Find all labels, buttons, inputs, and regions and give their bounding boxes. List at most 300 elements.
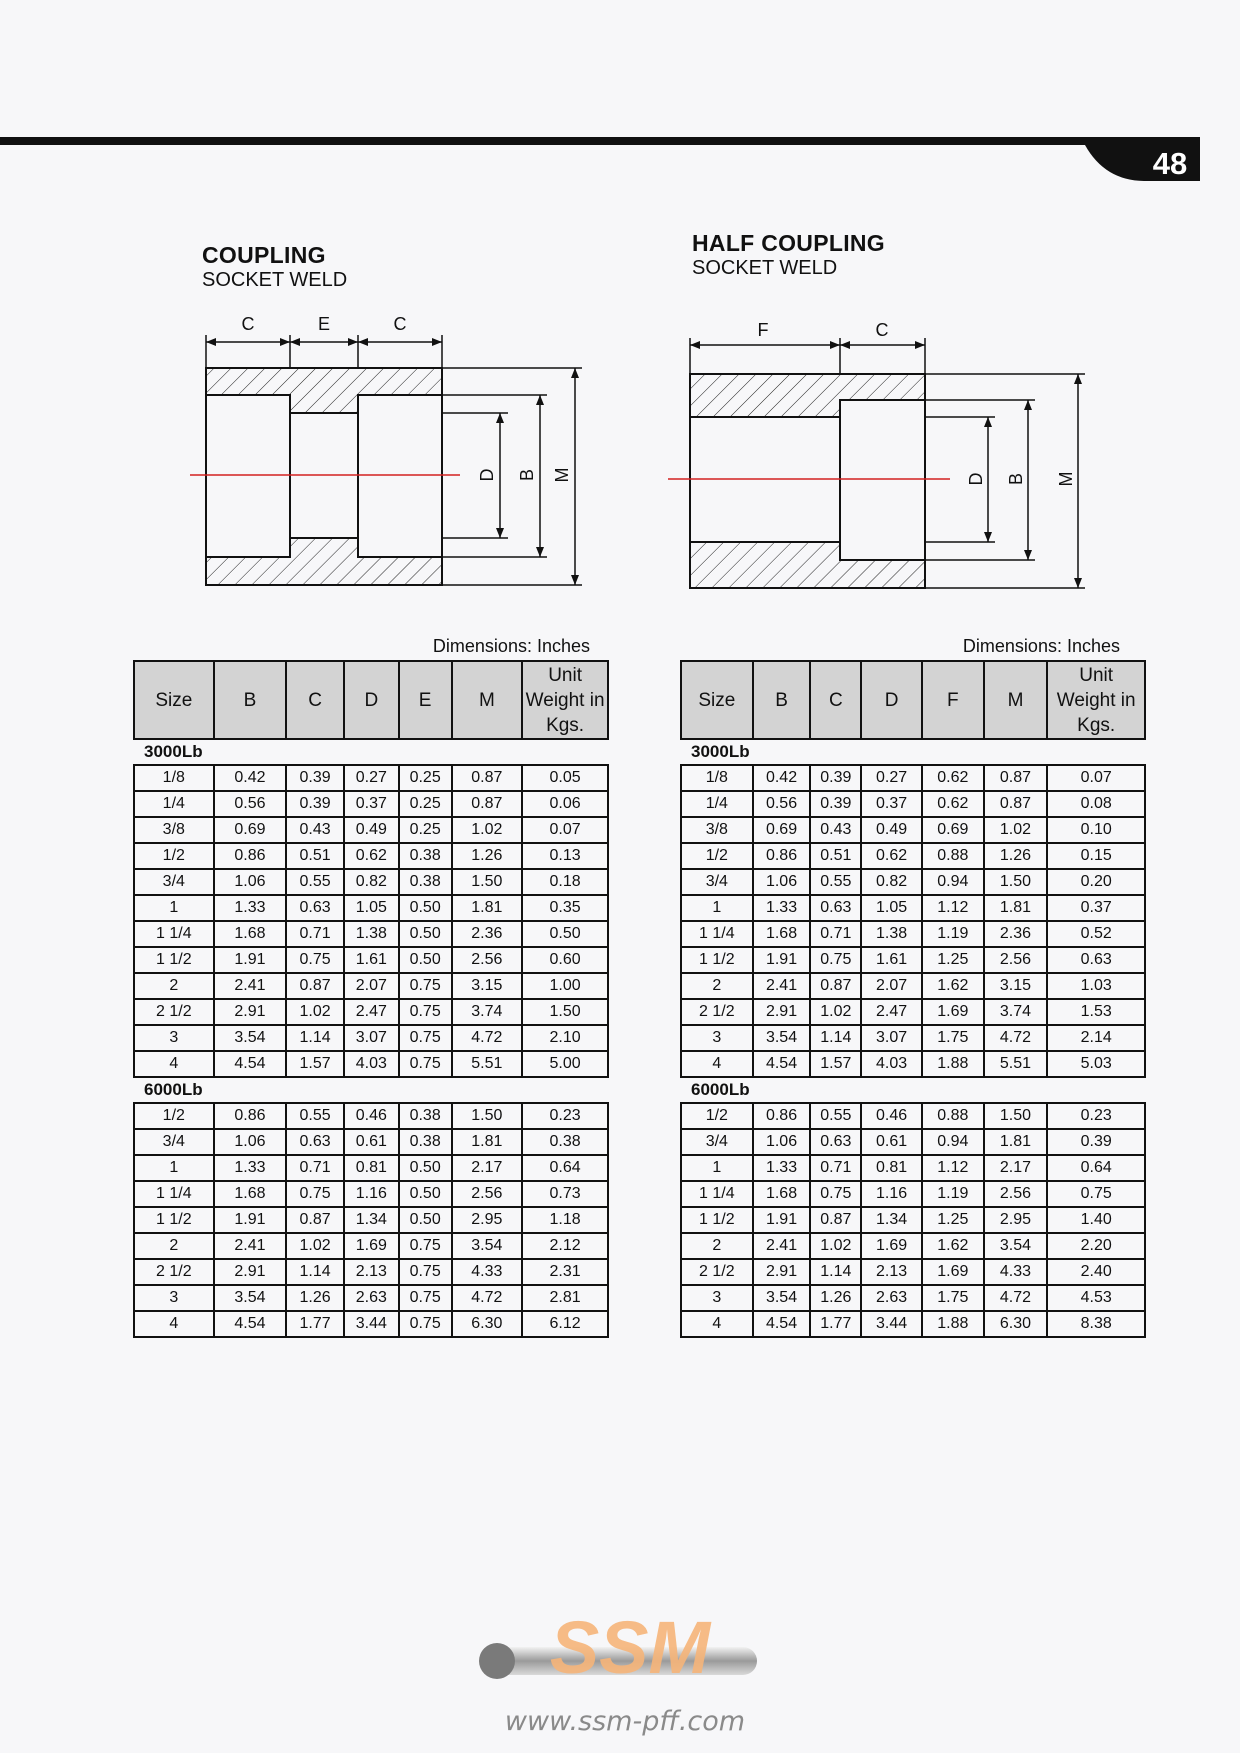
value-cell: 1.81 [452, 895, 523, 921]
table-row [134, 947, 608, 973]
table-row [134, 1181, 608, 1207]
value-cell: 0.87 [286, 973, 344, 999]
value-cell: 0.25 [399, 765, 452, 791]
dim-label-e: E [317, 314, 331, 334]
value-cell: 4.54 [214, 1051, 287, 1077]
table-row [681, 1259, 1145, 1285]
value-cell: 2.41 [214, 1233, 287, 1259]
value-cell: 2.14 [1047, 1025, 1145, 1051]
value-cell: 6.30 [984, 1311, 1048, 1337]
value-cell: 0.75 [399, 1311, 452, 1337]
value-cell: 1.50 [452, 869, 523, 895]
value-cell: 0.37 [344, 791, 399, 817]
value-cell: 0.49 [344, 817, 399, 843]
value-cell: 0.62 [922, 791, 984, 817]
value-cell: 3.54 [753, 1285, 811, 1311]
value-cell: 1.40 [1047, 1207, 1145, 1233]
column-header: D [861, 661, 922, 739]
table-row [681, 843, 1145, 869]
size-cell: 1 [681, 895, 753, 921]
value-cell: 0.61 [344, 1129, 399, 1155]
coupling-title: COUPLING [202, 242, 326, 268]
column-header: Size [681, 661, 753, 739]
value-cell: 3.54 [452, 1233, 523, 1259]
value-cell: 0.55 [810, 1103, 861, 1129]
value-cell: 2.07 [344, 973, 399, 999]
size-cell: 1/2 [681, 843, 753, 869]
size-cell: 1 1/2 [134, 947, 214, 973]
value-cell: 2.47 [861, 999, 922, 1025]
value-cell: 1.91 [753, 947, 811, 973]
table-row [134, 895, 608, 921]
value-cell: 0.87 [452, 791, 523, 817]
size-cell: 2 [681, 1233, 753, 1259]
size-cell: 3/4 [681, 1129, 753, 1155]
value-cell: 0.55 [286, 1103, 344, 1129]
value-cell: 4.72 [452, 1025, 523, 1051]
size-cell: 1 1/2 [681, 947, 753, 973]
value-cell: 2.56 [984, 947, 1048, 973]
value-cell: 1.02 [286, 1233, 344, 1259]
value-cell: 0.38 [399, 869, 452, 895]
value-cell: 1.50 [984, 869, 1048, 895]
value-cell: 0.75 [399, 1025, 452, 1051]
value-cell: 0.25 [399, 817, 452, 843]
value-cell: 1.34 [861, 1207, 922, 1233]
value-cell: 2.47 [344, 999, 399, 1025]
column-header: M [984, 661, 1048, 739]
value-cell: 0.60 [522, 947, 608, 973]
value-cell: 3.44 [344, 1311, 399, 1337]
value-cell: 2.41 [753, 973, 811, 999]
value-cell: 2.10 [522, 1025, 608, 1051]
value-cell: 0.63 [810, 1129, 861, 1155]
value-cell: 0.27 [861, 765, 922, 791]
pressure-class-label: 6000Lb [691, 1080, 750, 1099]
value-cell: 1.34 [344, 1207, 399, 1233]
website-url: www.ssm-pff.com [504, 1706, 746, 1737]
value-cell: 0.71 [810, 1155, 861, 1181]
value-cell: 1.06 [214, 869, 287, 895]
value-cell: 0.38 [399, 1129, 452, 1155]
value-cell: 0.06 [522, 791, 608, 817]
value-cell: 1.06 [753, 869, 811, 895]
value-cell: 4.33 [984, 1259, 1048, 1285]
value-cell: 2.07 [861, 973, 922, 999]
table-row [134, 1285, 608, 1311]
size-cell: 3 [134, 1025, 214, 1051]
size-cell: 1/2 [134, 843, 214, 869]
value-cell: 2.41 [214, 973, 287, 999]
value-cell: 0.39 [810, 791, 861, 817]
value-cell: 1.68 [753, 921, 811, 947]
value-cell: 2.56 [984, 1181, 1048, 1207]
value-cell: 1.68 [753, 1181, 811, 1207]
value-cell: 1.02 [984, 817, 1048, 843]
value-cell: 1.81 [984, 1129, 1048, 1155]
value-cell: 1.69 [922, 1259, 984, 1285]
value-cell: 4.03 [861, 1051, 922, 1077]
value-cell: 3.74 [984, 999, 1048, 1025]
coupling-subtitle: SOCKET WELD [202, 269, 348, 291]
size-cell: 1 [134, 895, 214, 921]
value-cell: 0.62 [344, 843, 399, 869]
value-cell: 0.86 [214, 1103, 287, 1129]
value-cell: 0.64 [1047, 1155, 1145, 1181]
value-cell: 0.75 [399, 1051, 452, 1077]
value-cell: 8.38 [1047, 1311, 1145, 1337]
value-cell: 2.17 [984, 1155, 1048, 1181]
size-cell: 3/4 [134, 869, 214, 895]
column-header: E [399, 661, 452, 739]
table-row [134, 791, 608, 817]
value-cell: 0.49 [861, 817, 922, 843]
value-cell: 0.50 [399, 1207, 452, 1233]
value-cell: 1.06 [753, 1129, 811, 1155]
size-cell: 1 1/2 [134, 1207, 214, 1233]
value-cell: 0.71 [810, 921, 861, 947]
value-cell: 4.03 [344, 1051, 399, 1077]
value-cell: 0.39 [286, 765, 344, 791]
size-cell: 4 [681, 1051, 753, 1077]
value-cell: 1.91 [753, 1207, 811, 1233]
value-cell: 4.54 [753, 1311, 811, 1337]
pressure-class-label: 3000Lb [144, 742, 203, 761]
table-row [681, 921, 1145, 947]
value-cell: 0.08 [1047, 791, 1145, 817]
table-row [681, 947, 1145, 973]
value-cell: 3.54 [214, 1285, 287, 1311]
value-cell: 2.36 [452, 921, 523, 947]
half-coupling-dimensions-table [680, 660, 1146, 1338]
value-cell: 1.69 [922, 999, 984, 1025]
dim-label-m: M [552, 467, 572, 483]
value-cell: 0.75 [399, 973, 452, 999]
ssm-logo [475, 1605, 765, 1695]
value-cell: 1.69 [861, 1233, 922, 1259]
value-cell: 0.63 [286, 1129, 344, 1155]
value-cell: 3.07 [861, 1025, 922, 1051]
value-cell: 0.87 [810, 973, 861, 999]
value-cell: 1.06 [214, 1129, 287, 1155]
value-cell: 0.42 [214, 765, 287, 791]
dim-label-c: C [875, 320, 889, 340]
value-cell: 1.91 [214, 947, 287, 973]
value-cell: 0.81 [344, 1155, 399, 1181]
table-row [134, 1311, 608, 1337]
value-cell: 2.91 [214, 999, 287, 1025]
size-cell: 1/8 [681, 765, 753, 791]
value-cell: 1.19 [922, 921, 984, 947]
value-cell: 5.00 [522, 1051, 608, 1077]
size-cell: 1/4 [134, 791, 214, 817]
table-row [134, 1025, 608, 1051]
coupling-dimensions-note: Dimensions: Inches [432, 636, 590, 656]
value-cell: 1.77 [810, 1311, 861, 1337]
value-cell: 0.55 [286, 869, 344, 895]
value-cell: 1.77 [286, 1311, 344, 1337]
value-cell: 3.44 [861, 1311, 922, 1337]
value-cell: 2.40 [1047, 1259, 1145, 1285]
value-cell: 3.15 [452, 973, 523, 999]
value-cell: 0.05 [522, 765, 608, 791]
value-cell: 1.16 [344, 1181, 399, 1207]
value-cell: 1.26 [452, 843, 523, 869]
value-cell: 2.63 [861, 1285, 922, 1311]
value-cell: 1.26 [286, 1285, 344, 1311]
value-cell: 4.72 [984, 1025, 1048, 1051]
page-number: 48 [1152, 146, 1188, 181]
column-header: C [286, 661, 344, 739]
value-cell: 0.52 [1047, 921, 1145, 947]
value-cell: 0.35 [522, 895, 608, 921]
value-cell: 1.68 [214, 1181, 287, 1207]
table-header-row [681, 661, 1145, 739]
value-cell: 0.42 [753, 765, 811, 791]
value-cell: 0.38 [522, 1129, 608, 1155]
value-cell: 5.03 [1047, 1051, 1145, 1077]
dim-label-b: B [517, 468, 537, 482]
value-cell: 0.50 [399, 947, 452, 973]
value-cell: 0.82 [344, 869, 399, 895]
value-cell: 1.18 [522, 1207, 608, 1233]
value-cell: 0.46 [861, 1103, 922, 1129]
value-cell: 0.75 [810, 1181, 861, 1207]
value-cell: 0.50 [399, 895, 452, 921]
size-cell: 3/8 [681, 817, 753, 843]
value-cell: 3.54 [753, 1025, 811, 1051]
value-cell: 0.64 [522, 1155, 608, 1181]
value-cell: 5.51 [984, 1051, 1048, 1077]
value-cell: 0.62 [861, 843, 922, 869]
dim-label-b: B [1006, 472, 1026, 486]
value-cell: 0.63 [1047, 947, 1145, 973]
table-row [681, 765, 1145, 791]
value-cell: 0.75 [399, 1233, 452, 1259]
size-cell: 2 1/2 [134, 1259, 214, 1285]
table-row [681, 999, 1145, 1025]
value-cell: 0.39 [810, 765, 861, 791]
size-cell: 1/2 [134, 1103, 214, 1129]
value-cell: 2.91 [753, 1259, 811, 1285]
value-cell: 2.20 [1047, 1233, 1145, 1259]
value-cell: 0.63 [286, 895, 344, 921]
value-cell: 3.07 [344, 1025, 399, 1051]
table-row [134, 765, 608, 791]
value-cell: 1.53 [1047, 999, 1145, 1025]
value-cell: 1.88 [922, 1311, 984, 1337]
value-cell: 0.75 [399, 1259, 452, 1285]
value-cell: 0.87 [452, 765, 523, 791]
value-cell: 0.23 [1047, 1103, 1145, 1129]
table-row [681, 1233, 1145, 1259]
value-cell: 0.94 [922, 1129, 984, 1155]
value-cell: 6.12 [522, 1311, 608, 1337]
value-cell: 0.55 [810, 869, 861, 895]
half-coupling-subtitle: SOCKET WELD [692, 257, 838, 279]
table-row [681, 973, 1145, 999]
value-cell: 0.39 [1047, 1129, 1145, 1155]
dim-label-m: M [1056, 471, 1076, 487]
dim-label-d: D [966, 472, 986, 486]
size-cell: 4 [681, 1311, 753, 1337]
value-cell: 0.37 [861, 791, 922, 817]
half-coupling-dimensions-note: Dimensions: Inches [962, 636, 1120, 656]
value-cell: 0.46 [344, 1103, 399, 1129]
value-cell: 0.38 [399, 1103, 452, 1129]
value-cell: 0.88 [922, 843, 984, 869]
table-row [134, 1051, 608, 1077]
dim-label-f: F [757, 320, 769, 340]
table-row [134, 1155, 608, 1181]
size-cell: 1/8 [134, 765, 214, 791]
value-cell: 1.50 [452, 1103, 523, 1129]
table-row [681, 1025, 1145, 1051]
value-cell: 1.25 [922, 1207, 984, 1233]
size-cell: 3 [681, 1025, 753, 1051]
value-cell: 1.81 [984, 895, 1048, 921]
value-cell: 0.75 [399, 1285, 452, 1311]
value-cell: 0.07 [1047, 765, 1145, 791]
value-cell: 1.88 [922, 1051, 984, 1077]
column-header: Unit Weight in Kgs. [1047, 661, 1145, 739]
dim-label-d: D [477, 468, 497, 482]
pressure-class-row [681, 1077, 1145, 1103]
table-row [134, 973, 608, 999]
size-cell: 1 1/2 [681, 1207, 753, 1233]
size-cell: 2 1/2 [681, 999, 753, 1025]
table-row [681, 1181, 1145, 1207]
column-header: Size [134, 661, 214, 739]
table-row [681, 1103, 1145, 1129]
value-cell: 0.50 [399, 1155, 452, 1181]
size-cell: 1 1/4 [134, 921, 214, 947]
logo-text: SSM [549, 1606, 711, 1689]
value-cell: 0.39 [286, 791, 344, 817]
column-header: B [753, 661, 811, 739]
value-cell: 6.30 [452, 1311, 523, 1337]
table-row [681, 1285, 1145, 1311]
table-row [681, 1129, 1145, 1155]
value-cell: 1.33 [214, 895, 287, 921]
value-cell: 1.14 [286, 1259, 344, 1285]
table-row [134, 1259, 608, 1285]
value-cell: 2.12 [522, 1233, 608, 1259]
value-cell: 0.20 [1047, 869, 1145, 895]
half-coupling-diagram [660, 300, 1100, 600]
value-cell: 0.56 [753, 791, 811, 817]
value-cell: 1.38 [861, 921, 922, 947]
value-cell: 1.02 [810, 999, 861, 1025]
value-cell: 1.91 [214, 1207, 287, 1233]
value-cell: 1.14 [810, 1025, 861, 1051]
value-cell: 0.86 [753, 843, 811, 869]
value-cell: 1.16 [861, 1181, 922, 1207]
value-cell: 1.68 [214, 921, 287, 947]
column-header: C [810, 661, 861, 739]
table-row [681, 791, 1145, 817]
value-cell: 0.15 [1047, 843, 1145, 869]
value-cell: 1.14 [810, 1259, 861, 1285]
value-cell: 1.62 [922, 1233, 984, 1259]
column-header: F [922, 661, 984, 739]
size-cell: 2 [134, 973, 214, 999]
value-cell: 1.05 [861, 895, 922, 921]
value-cell: 0.94 [922, 869, 984, 895]
dim-label-c: C [241, 314, 255, 334]
table-row [681, 1051, 1145, 1077]
value-cell: 0.23 [522, 1103, 608, 1129]
half-coupling-title: HALF COUPLING [692, 230, 885, 256]
value-cell: 0.37 [1047, 895, 1145, 921]
pressure-class-row [134, 1077, 608, 1103]
pressure-class-row [681, 739, 1145, 765]
value-cell: 1.33 [753, 895, 811, 921]
value-cell: 0.71 [286, 921, 344, 947]
value-cell: 3.54 [214, 1025, 287, 1051]
value-cell: 0.86 [214, 843, 287, 869]
coupling-dimensions-table [133, 660, 609, 1338]
value-cell: 0.75 [399, 999, 452, 1025]
value-cell: 1.02 [452, 817, 523, 843]
table-row [681, 895, 1145, 921]
size-cell: 3/4 [681, 869, 753, 895]
table-row [681, 1155, 1145, 1181]
value-cell: 0.69 [922, 817, 984, 843]
value-cell: 0.38 [399, 843, 452, 869]
value-cell: 1.00 [522, 973, 608, 999]
value-cell: 1.38 [344, 921, 399, 947]
value-cell: 0.88 [922, 1103, 984, 1129]
value-cell: 1.02 [810, 1233, 861, 1259]
value-cell: 1.26 [984, 843, 1048, 869]
table-row [134, 1207, 608, 1233]
coupling-diagram [180, 300, 600, 600]
value-cell: 0.50 [399, 1181, 452, 1207]
value-cell: 2.56 [452, 947, 523, 973]
value-cell: 0.50 [522, 921, 608, 947]
size-cell: 2 [681, 973, 753, 999]
column-header: Unit Weight in Kgs. [522, 661, 608, 739]
pressure-class-label: 6000Lb [144, 1080, 203, 1099]
pressure-class-row [134, 739, 608, 765]
value-cell: 0.43 [810, 817, 861, 843]
value-cell: 0.69 [753, 817, 811, 843]
value-cell: 0.87 [984, 765, 1048, 791]
value-cell: 2.31 [522, 1259, 608, 1285]
size-cell: 1 1/4 [681, 1181, 753, 1207]
value-cell: 2.81 [522, 1285, 608, 1311]
value-cell: 2.63 [344, 1285, 399, 1311]
value-cell: 3.15 [984, 973, 1048, 999]
value-cell: 0.81 [861, 1155, 922, 1181]
size-cell: 3/4 [134, 1129, 214, 1155]
value-cell: 4.33 [452, 1259, 523, 1285]
value-cell: 0.69 [214, 817, 287, 843]
value-cell: 2.95 [984, 1207, 1048, 1233]
size-cell: 3 [134, 1285, 214, 1311]
value-cell: 0.87 [810, 1207, 861, 1233]
value-cell: 0.56 [214, 791, 287, 817]
value-cell: 0.62 [922, 765, 984, 791]
value-cell: 1.25 [922, 947, 984, 973]
value-cell: 1.75 [922, 1285, 984, 1311]
value-cell: 2.91 [214, 1259, 287, 1285]
size-cell: 2 1/2 [681, 1259, 753, 1285]
value-cell: 3.54 [984, 1233, 1048, 1259]
value-cell: 4.54 [753, 1051, 811, 1077]
value-cell: 0.87 [286, 1207, 344, 1233]
